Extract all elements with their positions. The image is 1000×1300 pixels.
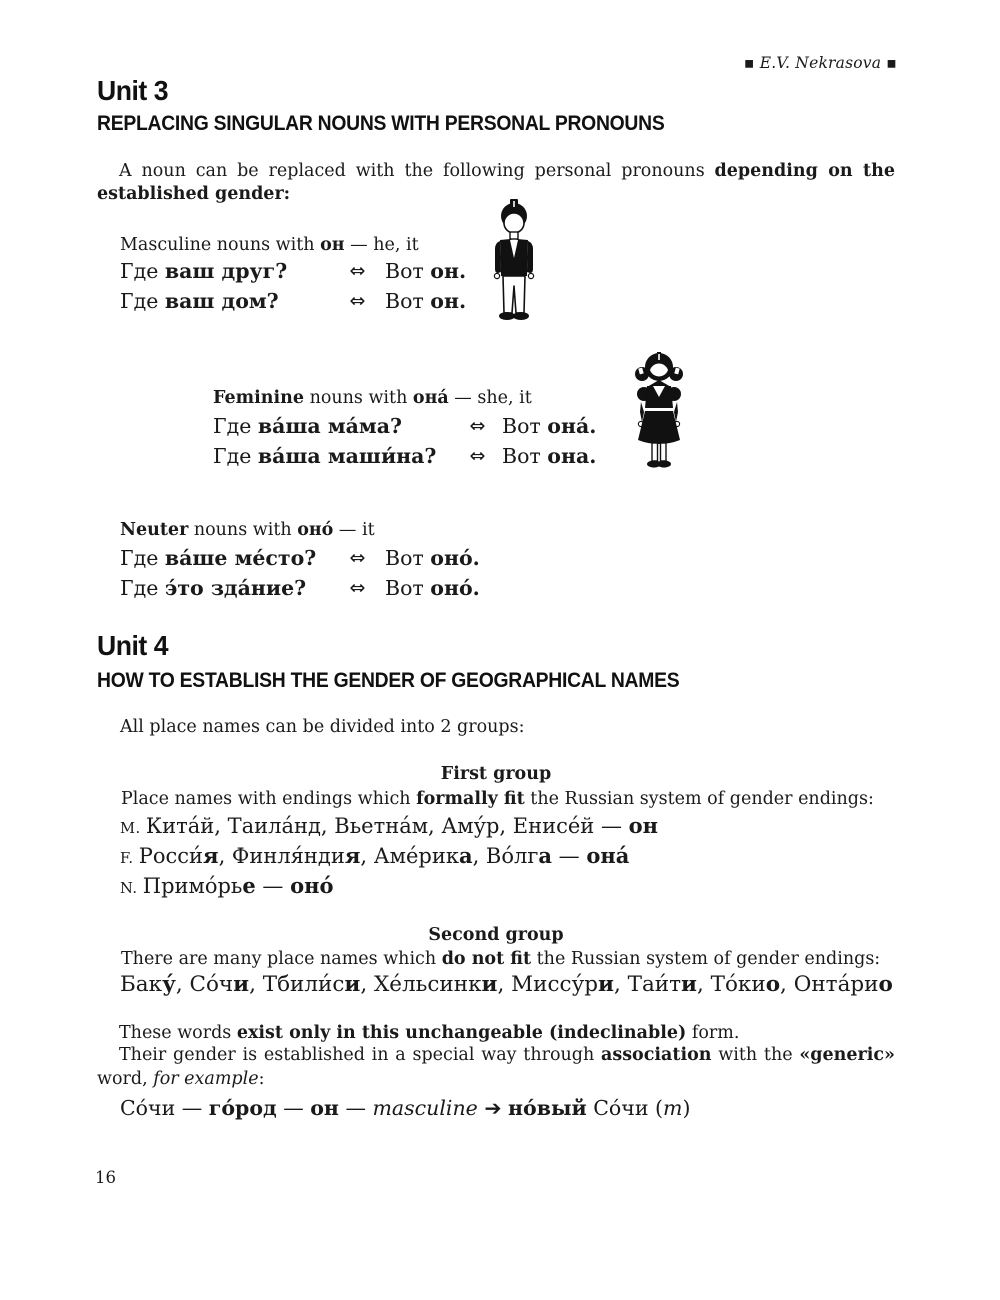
unit4-intro: All place names can be divided into 2 groups: [120,717,525,737]
neuter-label: Neuter nouns with оно́ — it [120,520,375,540]
note-association-line-1: Their gender is established in a special way through association with the «generic» [119,1045,895,1065]
gender-line-neuter: N. Примо́рье — оно́ [120,873,334,898]
page-number: 16 [95,1168,116,1187]
unit4-subtitle: HOW TO ESTABLISH THE GENDER OF GEOGRAPHICAL NAMES [97,668,680,692]
neuter-example-row [120,574,480,602]
second-group-description: There are many place names which do not fit the Russian system of gender endings: [121,949,881,969]
second-group-heading: Second group [428,925,564,945]
question-text: Где э́то зда́ние? [120,576,307,600]
first-group-description: Place names with endings which formally fit the Russian system of gender endings: [121,789,874,809]
question-text: Где ва́ше ме́сто? [120,546,317,570]
unit3-intro-line-1: A noun can be replaced with the following personal pronouns depending on the [119,161,895,181]
unit3-subtitle: REPLACING SINGULAR NOUNS WITH PERSONAL PRONOUNS [97,111,665,135]
feminine-example-row [213,412,596,440]
question-text: Где ваш дом? [120,289,279,313]
equivalence-arrow-icon: ⇔ [349,547,366,569]
feminine-example-row [213,442,596,470]
boy-standing-icon [490,196,538,322]
equivalence-arrow-icon: ⇔ [349,577,366,599]
answer-text: Вот он. [385,259,467,283]
running-head-author: ▪ E.V. Nekrasova ▪ [743,54,897,72]
answer-text: Вот оно́. [385,546,480,570]
neuter-example-row [120,544,480,572]
indeclinable-names-line: Баку́, Со́чи, Тбили́си, Хе́льсинки, Миссу́ри, Таи́ти, То́кио, Онта́рио [120,972,893,997]
first-group-heading: First group [440,764,552,784]
equivalence-arrow-icon: ⇔ [349,260,366,282]
masculine-example-row [120,257,466,285]
answer-text: Вот она́. [502,414,597,438]
note-association-line-2: word, for example: [97,1069,265,1089]
question-text: Где ва́ша ма́ма? [213,414,403,438]
answer-text: Вот оно́. [385,576,480,600]
unit3-title: Unit 3 [97,75,169,106]
masculine-label: Masculine nouns with он — he, it [120,235,419,255]
equivalence-arrow-icon: ⇔ [469,445,486,467]
feminine-label: Feminine nouns with она́ — she, it [213,388,532,408]
note-indeclinable-form: These words exist only in this unchangeable (indeclinable) form. [119,1023,740,1043]
unit4-title: Unit 4 [97,630,169,661]
note-gender-association [97,1043,895,1091]
equivalence-arrow-icon: ⇔ [469,415,486,437]
gender-line-masculine: M. Кита́й, Таила́нд, Вьетна́м, Аму́р, Енисе́й — он [120,813,659,838]
answer-text: Вот он. [385,289,467,313]
gender-line-feminine: F. Росси́я, Финля́ндия, Аме́рика, Во́лга — она́ [120,843,630,868]
unit3-intro-line-2: established gender: [97,184,291,204]
girl-standing-icon [630,350,688,469]
association-example-line: Со́чи — го́род — он — masculine ➔ но́вый Со́чи (m) [120,1096,691,1120]
equivalence-arrow-icon: ⇔ [349,290,366,312]
masculine-example-row [120,287,466,315]
question-text: Где ва́ша маши́на? [213,444,437,468]
question-text: Где ваш друг? [120,259,288,283]
answer-text: Вот она. [502,444,597,468]
